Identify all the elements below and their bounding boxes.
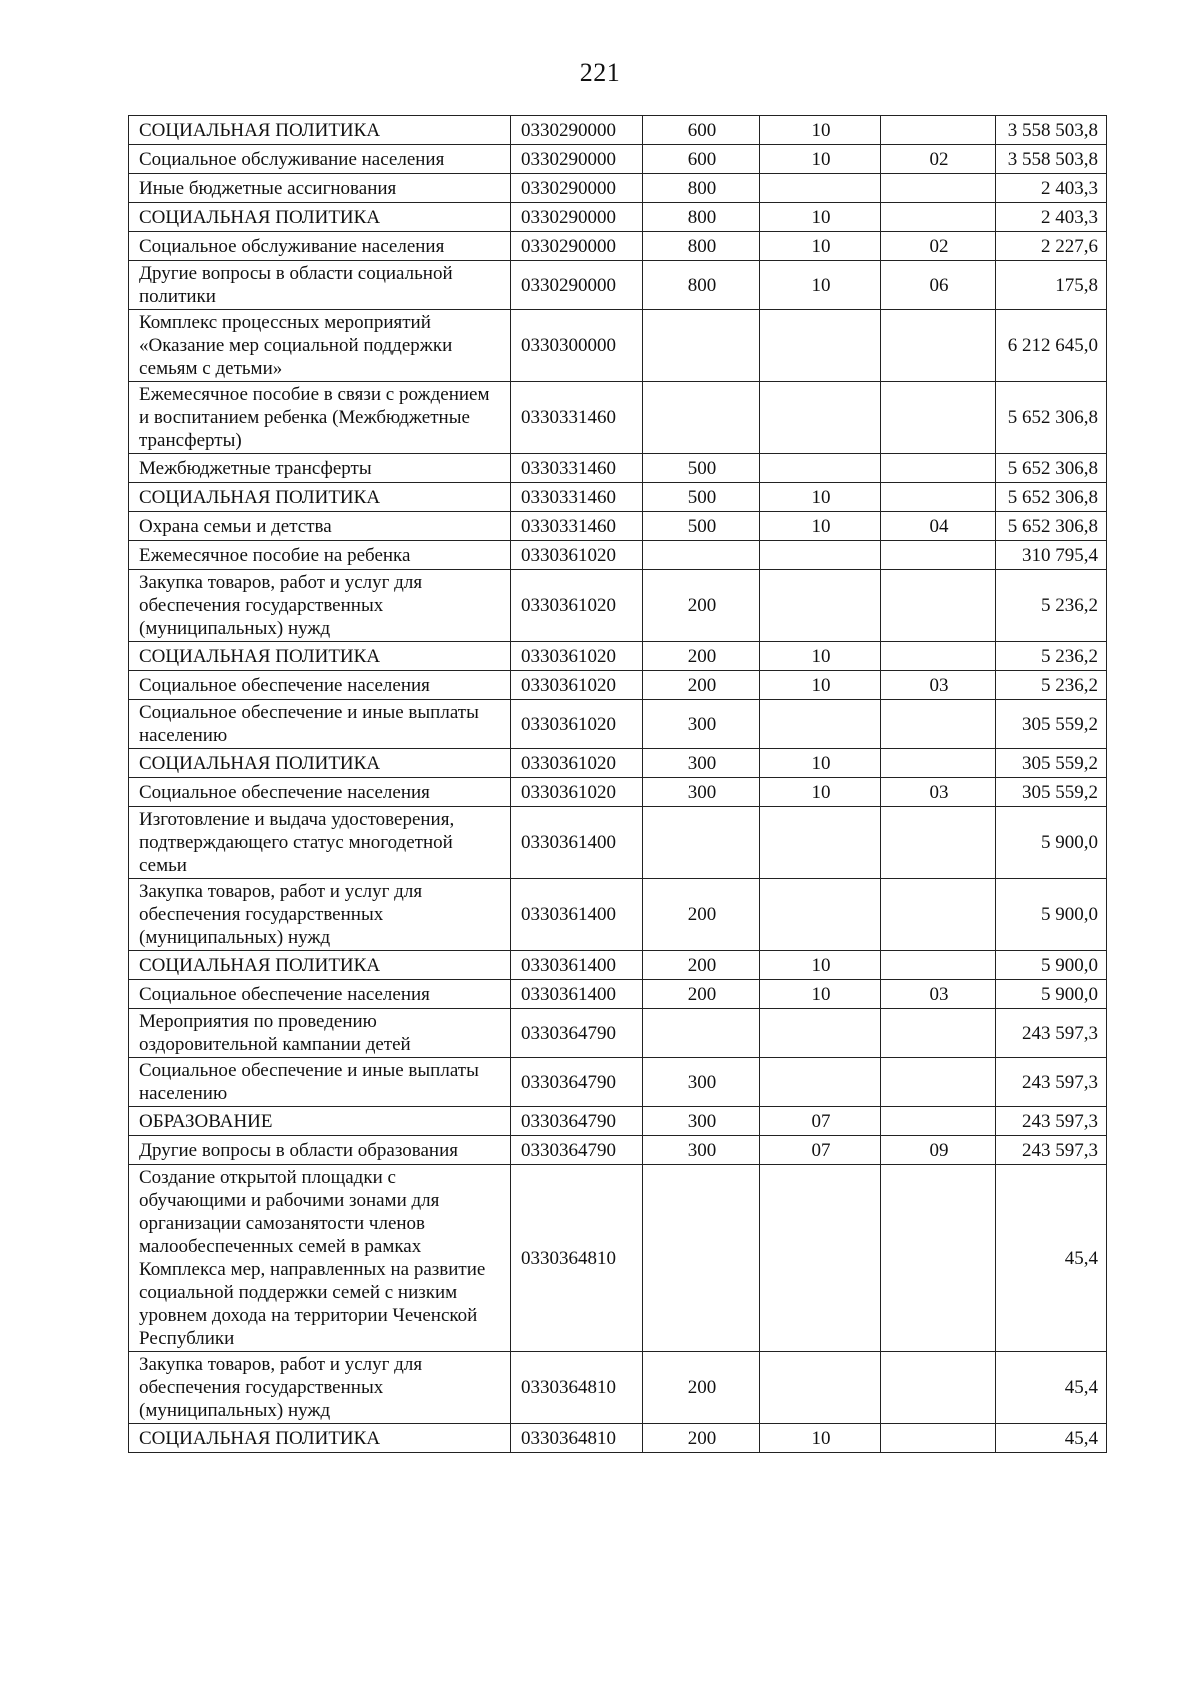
row-name-cell: СОЦИАЛЬНАЯ ПОЛИТИКА bbox=[129, 642, 511, 671]
row-amount-cell: 305 559,2 bbox=[996, 778, 1107, 807]
row-name-cell: Закупка товаров, работ и услуг для обеспечения государственных (муниципальных) нужд bbox=[129, 570, 511, 642]
table-row bbox=[129, 512, 1107, 541]
table-row bbox=[129, 671, 1107, 700]
row-name-cell: СОЦИАЛЬНАЯ ПОЛИТИКА bbox=[129, 203, 511, 232]
row-target-code-cell: 0330361020 bbox=[511, 778, 643, 807]
row-section-cell bbox=[760, 454, 881, 483]
row-target-code-cell: 0330364790 bbox=[511, 1136, 643, 1165]
row-name-cell: Социальное обслуживание населения bbox=[129, 145, 511, 174]
row-name-cell: Закупка товаров, работ и услуг для обеспечения государственных (муниципальных) нужд bbox=[129, 879, 511, 951]
table-row bbox=[129, 1424, 1107, 1453]
budget-table bbox=[128, 115, 1107, 1453]
row-expense-type-cell: 600 bbox=[643, 116, 760, 145]
row-section-cell bbox=[760, 541, 881, 570]
table-row bbox=[129, 980, 1107, 1009]
row-expense-type-cell: 200 bbox=[643, 570, 760, 642]
table-row bbox=[129, 203, 1107, 232]
row-section-cell bbox=[760, 382, 881, 454]
row-expense-type-cell: 200 bbox=[643, 642, 760, 671]
row-subsection-cell bbox=[881, 1165, 996, 1352]
row-subsection-cell bbox=[881, 483, 996, 512]
row-target-code-cell: 0330290000 bbox=[511, 261, 643, 310]
row-expense-type-cell: 300 bbox=[643, 749, 760, 778]
row-subsection-cell bbox=[881, 1058, 996, 1107]
row-amount-cell: 6 212 645,0 bbox=[996, 310, 1107, 382]
row-name-cell: Мероприятия по проведению оздоровительной кампании детей bbox=[129, 1009, 511, 1058]
row-target-code-cell: 0330364790 bbox=[511, 1058, 643, 1107]
row-target-code-cell: 0330290000 bbox=[511, 174, 643, 203]
row-expense-type-cell: 800 bbox=[643, 232, 760, 261]
row-section-cell bbox=[760, 879, 881, 951]
row-subsection-cell bbox=[881, 203, 996, 232]
row-subsection-cell bbox=[881, 310, 996, 382]
row-expense-type-cell: 300 bbox=[643, 700, 760, 749]
row-amount-cell: 3 558 503,8 bbox=[996, 116, 1107, 145]
row-name-cell: ОБРАЗОВАНИЕ bbox=[129, 1107, 511, 1136]
row-expense-type-cell bbox=[643, 1009, 760, 1058]
table-row bbox=[129, 1352, 1107, 1424]
row-target-code-cell: 0330364810 bbox=[511, 1352, 643, 1424]
row-expense-type-cell: 600 bbox=[643, 145, 760, 174]
row-amount-cell: 5 900,0 bbox=[996, 879, 1107, 951]
row-subsection-cell: 03 bbox=[881, 980, 996, 1009]
row-subsection-cell: 06 bbox=[881, 261, 996, 310]
row-name-cell: Изготовление и выдача удостоверения, подтверждающего статус многодетной семьи bbox=[129, 807, 511, 879]
row-amount-cell: 2 227,6 bbox=[996, 232, 1107, 261]
table-row bbox=[129, 116, 1107, 145]
row-target-code-cell: 0330364790 bbox=[511, 1107, 643, 1136]
table-row bbox=[129, 749, 1107, 778]
row-section-cell bbox=[760, 1165, 881, 1352]
row-section-cell: 10 bbox=[760, 116, 881, 145]
row-subsection-cell bbox=[881, 749, 996, 778]
row-expense-type-cell: 200 bbox=[643, 980, 760, 1009]
row-name-cell: Другие вопросы в области образования bbox=[129, 1136, 511, 1165]
row-section-cell: 07 bbox=[760, 1107, 881, 1136]
row-section-cell bbox=[760, 174, 881, 203]
row-target-code-cell: 0330361400 bbox=[511, 807, 643, 879]
row-amount-cell: 5 900,0 bbox=[996, 951, 1107, 980]
row-target-code-cell: 0330361020 bbox=[511, 749, 643, 778]
row-target-code-cell: 0330361020 bbox=[511, 642, 643, 671]
row-amount-cell: 243 597,3 bbox=[996, 1058, 1107, 1107]
row-section-cell: 07 bbox=[760, 1136, 881, 1165]
row-name-cell: Социальное обеспечение и иные выплаты населению bbox=[129, 1058, 511, 1107]
page-number: 221 bbox=[579, 58, 621, 87]
row-subsection-cell: 03 bbox=[881, 778, 996, 807]
row-name-cell: Другие вопросы в области социальной политики bbox=[129, 261, 511, 310]
row-section-cell: 10 bbox=[760, 203, 881, 232]
row-target-code-cell: 0330331460 bbox=[511, 512, 643, 541]
row-subsection-cell bbox=[881, 642, 996, 671]
row-amount-cell: 5 236,2 bbox=[996, 671, 1107, 700]
row-expense-type-cell: 800 bbox=[643, 203, 760, 232]
row-expense-type-cell bbox=[643, 1165, 760, 1352]
table-row bbox=[129, 232, 1107, 261]
row-expense-type-cell: 200 bbox=[643, 951, 760, 980]
row-section-cell bbox=[760, 807, 881, 879]
row-target-code-cell: 0330361400 bbox=[511, 951, 643, 980]
row-amount-cell: 243 597,3 bbox=[996, 1009, 1107, 1058]
row-section-cell: 10 bbox=[760, 671, 881, 700]
row-expense-type-cell: 200 bbox=[643, 1424, 760, 1453]
row-subsection-cell bbox=[881, 879, 996, 951]
row-name-cell: Закупка товаров, работ и услуг для обеспечения государственных (муниципальных) нужд bbox=[129, 1352, 511, 1424]
row-section-cell: 10 bbox=[760, 980, 881, 1009]
row-target-code-cell: 0330300000 bbox=[511, 310, 643, 382]
row-section-cell bbox=[760, 700, 881, 749]
row-subsection-cell: 02 bbox=[881, 232, 996, 261]
row-name-cell: СОЦИАЛЬНАЯ ПОЛИТИКА bbox=[129, 1424, 511, 1453]
table-row bbox=[129, 570, 1107, 642]
row-subsection-cell bbox=[881, 1107, 996, 1136]
row-subsection-cell bbox=[881, 174, 996, 203]
row-subsection-cell bbox=[881, 700, 996, 749]
table-row bbox=[129, 261, 1107, 310]
row-target-code-cell: 0330364810 bbox=[511, 1424, 643, 1453]
row-amount-cell: 5 236,2 bbox=[996, 570, 1107, 642]
row-subsection-cell bbox=[881, 807, 996, 879]
row-target-code-cell: 0330290000 bbox=[511, 145, 643, 174]
row-name-cell: Межбюджетные трансферты bbox=[129, 454, 511, 483]
row-target-code-cell: 0330361020 bbox=[511, 541, 643, 570]
row-subsection-cell: 03 bbox=[881, 671, 996, 700]
row-expense-type-cell: 800 bbox=[643, 174, 760, 203]
row-subsection-cell bbox=[881, 951, 996, 980]
row-expense-type-cell: 500 bbox=[643, 454, 760, 483]
row-subsection-cell bbox=[881, 1424, 996, 1453]
table-row bbox=[129, 1058, 1107, 1107]
table-row bbox=[129, 778, 1107, 807]
row-section-cell: 10 bbox=[760, 232, 881, 261]
row-section-cell bbox=[760, 1352, 881, 1424]
table-row bbox=[129, 951, 1107, 980]
row-target-code-cell: 0330361400 bbox=[511, 980, 643, 1009]
row-amount-cell: 175,8 bbox=[996, 261, 1107, 310]
row-name-cell: Социальное обеспечение и иные выплаты населению bbox=[129, 700, 511, 749]
row-expense-type-cell: 300 bbox=[643, 1058, 760, 1107]
row-subsection-cell bbox=[881, 382, 996, 454]
table-row bbox=[129, 1009, 1107, 1058]
row-target-code-cell: 0330361020 bbox=[511, 671, 643, 700]
table-row bbox=[129, 145, 1107, 174]
row-target-code-cell: 0330290000 bbox=[511, 203, 643, 232]
row-amount-cell: 243 597,3 bbox=[996, 1107, 1107, 1136]
row-amount-cell: 2 403,3 bbox=[996, 203, 1107, 232]
row-subsection-cell bbox=[881, 1009, 996, 1058]
table-row bbox=[129, 879, 1107, 951]
row-expense-type-cell bbox=[643, 541, 760, 570]
row-name-cell: Ежемесячное пособие на ребенка bbox=[129, 541, 511, 570]
row-subsection-cell bbox=[881, 1352, 996, 1424]
row-section-cell: 10 bbox=[760, 642, 881, 671]
row-amount-cell: 5 900,0 bbox=[996, 807, 1107, 879]
row-expense-type-cell: 500 bbox=[643, 483, 760, 512]
row-expense-type-cell bbox=[643, 310, 760, 382]
table-row bbox=[129, 174, 1107, 203]
table-row bbox=[129, 454, 1107, 483]
row-target-code-cell: 0330331460 bbox=[511, 483, 643, 512]
row-amount-cell: 243 597,3 bbox=[996, 1136, 1107, 1165]
row-target-code-cell: 0330290000 bbox=[511, 116, 643, 145]
table-row bbox=[129, 642, 1107, 671]
table-row bbox=[129, 700, 1107, 749]
row-section-cell: 10 bbox=[760, 778, 881, 807]
table-row bbox=[129, 1136, 1107, 1165]
table-row bbox=[129, 483, 1107, 512]
row-amount-cell: 5 652 306,8 bbox=[996, 382, 1107, 454]
row-name-cell: Создание открытой площадки с обучающими и рабочими зонами для организации самозанятости членов малообеспеченных семей в рамках Комплекса мер, направленных на развитие социальной поддержки семей с низким уровнем дохода на территории Чеченской Республики bbox=[129, 1165, 511, 1352]
row-name-cell: Социальное обеспечение населения bbox=[129, 671, 511, 700]
row-name-cell: Социальное обеспечение населения bbox=[129, 778, 511, 807]
row-amount-cell: 305 559,2 bbox=[996, 749, 1107, 778]
row-amount-cell: 310 795,4 bbox=[996, 541, 1107, 570]
row-section-cell bbox=[760, 570, 881, 642]
row-expense-type-cell: 200 bbox=[643, 1352, 760, 1424]
row-section-cell: 10 bbox=[760, 1424, 881, 1453]
row-subsection-cell: 04 bbox=[881, 512, 996, 541]
row-name-cell: Охрана семьи и детства bbox=[129, 512, 511, 541]
row-subsection-cell: 09 bbox=[881, 1136, 996, 1165]
row-subsection-cell bbox=[881, 541, 996, 570]
row-subsection-cell bbox=[881, 454, 996, 483]
row-target-code-cell: 0330361020 bbox=[511, 700, 643, 749]
row-section-cell: 10 bbox=[760, 749, 881, 778]
row-subsection-cell bbox=[881, 570, 996, 642]
row-section-cell bbox=[760, 1058, 881, 1107]
row-target-code-cell: 0330364790 bbox=[511, 1009, 643, 1058]
row-name-cell: СОЦИАЛЬНАЯ ПОЛИТИКА bbox=[129, 116, 511, 145]
row-section-cell: 10 bbox=[760, 261, 881, 310]
row-target-code-cell: 0330361020 bbox=[511, 570, 643, 642]
row-name-cell: СОЦИАЛЬНАЯ ПОЛИТИКА bbox=[129, 951, 511, 980]
row-target-code-cell: 0330364810 bbox=[511, 1165, 643, 1352]
row-target-code-cell: 0330331460 bbox=[511, 382, 643, 454]
row-target-code-cell: 0330361400 bbox=[511, 879, 643, 951]
row-expense-type-cell: 300 bbox=[643, 1136, 760, 1165]
table-row bbox=[129, 807, 1107, 879]
table-row bbox=[129, 310, 1107, 382]
row-section-cell: 10 bbox=[760, 951, 881, 980]
row-section-cell bbox=[760, 310, 881, 382]
row-name-cell: СОЦИАЛЬНАЯ ПОЛИТИКА bbox=[129, 483, 511, 512]
row-section-cell: 10 bbox=[760, 145, 881, 174]
row-amount-cell: 305 559,2 bbox=[996, 700, 1107, 749]
table-row bbox=[129, 382, 1107, 454]
row-amount-cell: 45,4 bbox=[996, 1352, 1107, 1424]
row-section-cell bbox=[760, 1009, 881, 1058]
row-name-cell: Ежемесячное пособие в связи с рождением и воспитанием ребенка (Межбюджетные трансферты) bbox=[129, 382, 511, 454]
row-section-cell: 10 bbox=[760, 512, 881, 541]
row-amount-cell: 45,4 bbox=[996, 1165, 1107, 1352]
row-amount-cell: 3 558 503,8 bbox=[996, 145, 1107, 174]
row-amount-cell: 5 900,0 bbox=[996, 980, 1107, 1009]
row-expense-type-cell: 300 bbox=[643, 1107, 760, 1136]
row-name-cell: Социальное обеспечение населения bbox=[129, 980, 511, 1009]
row-expense-type-cell: 200 bbox=[643, 879, 760, 951]
row-target-code-cell: 0330331460 bbox=[511, 454, 643, 483]
row-expense-type-cell bbox=[643, 807, 760, 879]
row-expense-type-cell: 300 bbox=[643, 778, 760, 807]
row-amount-cell: 2 403,3 bbox=[996, 174, 1107, 203]
table-row bbox=[129, 1165, 1107, 1352]
table-row bbox=[129, 541, 1107, 570]
row-amount-cell: 5 236,2 bbox=[996, 642, 1107, 671]
budget-table-body bbox=[129, 116, 1107, 1453]
row-name-cell: Социальное обслуживание населения bbox=[129, 232, 511, 261]
row-expense-type-cell: 800 bbox=[643, 261, 760, 310]
row-name-cell: Иные бюджетные ассигнования bbox=[129, 174, 511, 203]
row-target-code-cell: 0330290000 bbox=[511, 232, 643, 261]
row-name-cell: Комплекс процессных мероприятий «Оказание мер социальной поддержки семьям с детьми» bbox=[129, 310, 511, 382]
row-section-cell: 10 bbox=[760, 483, 881, 512]
row-amount-cell: 5 652 306,8 bbox=[996, 512, 1107, 541]
row-amount-cell: 5 652 306,8 bbox=[996, 483, 1107, 512]
row-name-cell: СОЦИАЛЬНАЯ ПОЛИТИКА bbox=[129, 749, 511, 778]
row-expense-type-cell: 200 bbox=[643, 671, 760, 700]
row-amount-cell: 45,4 bbox=[996, 1424, 1107, 1453]
row-subsection-cell bbox=[881, 116, 996, 145]
row-amount-cell: 5 652 306,8 bbox=[996, 454, 1107, 483]
row-subsection-cell: 02 bbox=[881, 145, 996, 174]
row-expense-type-cell bbox=[643, 382, 760, 454]
table-row bbox=[129, 1107, 1107, 1136]
row-expense-type-cell: 500 bbox=[643, 512, 760, 541]
